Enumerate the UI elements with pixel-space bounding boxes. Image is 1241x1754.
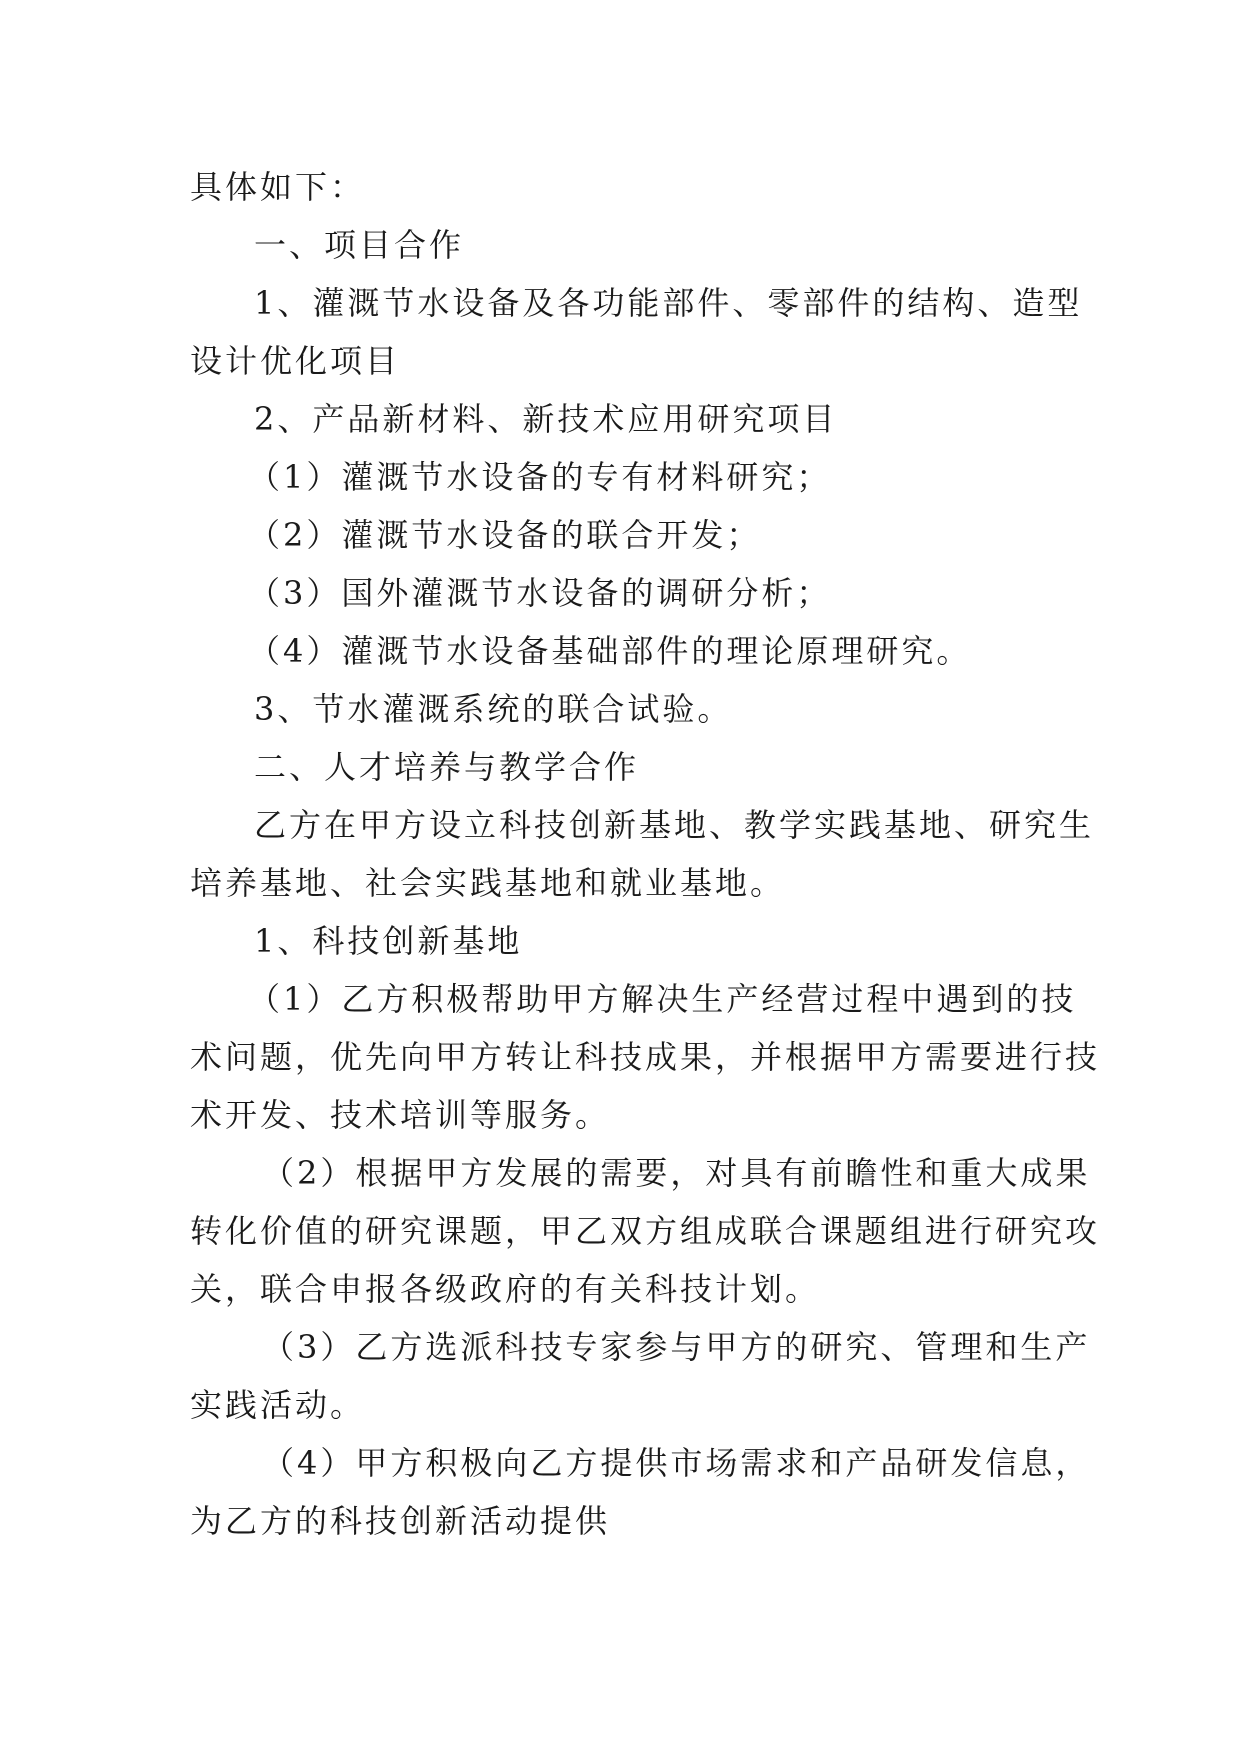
text-line: 培养基地、社会实践基地和就业基地。 <box>190 864 786 902</box>
text-line: 关，联合申报各级政府的有关科技计划。 <box>190 1270 821 1308</box>
text-line: 乙方在甲方设立科技创新基地、教学实践基地、研究生 <box>254 806 1095 844</box>
list-item: （2）灌溉节水设备的联合开发； <box>248 516 762 554</box>
text-line: 具体如下： <box>190 168 366 206</box>
list-item: （1）灌溉节水设备的专有材料研究； <box>248 458 832 496</box>
list-item: （3）乙方选派科技专家参与甲方的研究、管理和生产 <box>262 1328 1091 1366</box>
text-line: 术开发、技术培训等服务。 <box>190 1096 611 1134</box>
text-line: 术问题，优先向甲方转让科技成果，并根据甲方需要进行技 <box>190 1038 1101 1076</box>
list-item: （1）乙方积极帮助甲方解决生产经营过程中遇到的技 <box>248 980 1077 1018</box>
section-heading: 二、人才培养与教学合作 <box>254 748 640 786</box>
text-line: 设计优化项目 <box>190 342 401 380</box>
document-body <box>190 158 1101 1550</box>
text-line: 1、灌溉节水设备及各功能部件、零部件的结构、造型 <box>254 284 1083 322</box>
text-line: 实践活动。 <box>190 1386 366 1424</box>
text-line: 1、科技创新基地 <box>254 922 523 960</box>
list-item: （3）国外灌溉节水设备的调研分析； <box>248 574 832 612</box>
list-item: （4）灌溉节水设备基础部件的理论原理研究。 <box>248 632 972 670</box>
text-line: 为乙方的科技创新活动提供 <box>190 1502 611 1540</box>
list-item: （4）甲方积极向乙方提供市场需求和产品研发信息， <box>262 1444 1091 1482</box>
section-heading: 一、项目合作 <box>254 226 465 264</box>
text-line: 转化价值的研究课题，甲乙双方组成联合课题组进行研究攻 <box>190 1212 1101 1250</box>
list-item: （2）根据甲方发展的需要，对具有前瞻性和重大成果 <box>262 1154 1091 1192</box>
text-line: 2、产品新材料、新技术应用研究项目 <box>254 400 838 438</box>
text-line: 3、节水灌溉系统的联合试验。 <box>254 690 733 728</box>
